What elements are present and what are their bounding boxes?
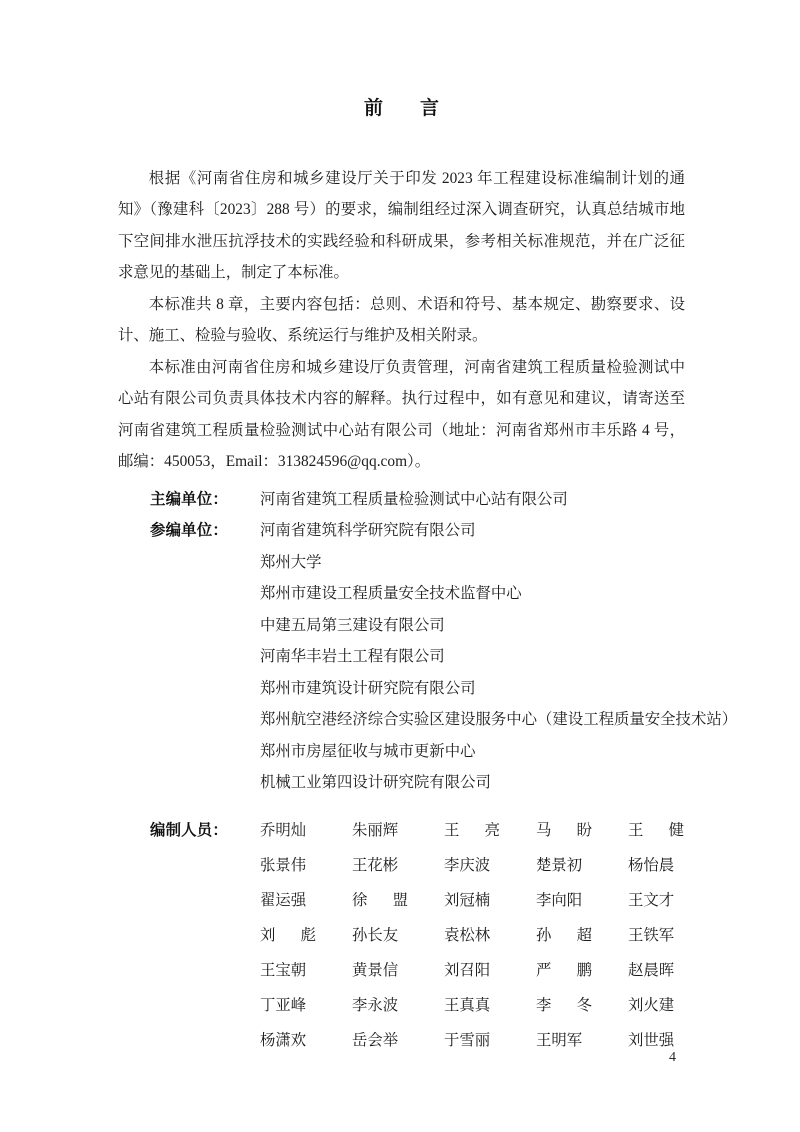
editor-name: 王明军 [536,1031,583,1049]
editor-row [118,988,685,1023]
units-section [118,484,738,799]
editor-name: 朱丽辉 [352,821,399,839]
participant-unit-value: 郑州市建设工程质量安全技术监督中心 [260,585,522,603]
editor-name: 孙长友 [352,926,399,944]
editor-name: 黄景信 [352,961,399,979]
participant-unit-value: 郑州大学 [260,553,322,571]
editor-name: 刘彪 [260,926,316,944]
editor-name: 袁松林 [444,926,491,944]
participant-unit-label: 参编单位： [150,522,228,540]
page-content [118,0,738,1058]
editors-label: 编制人员： [150,821,228,839]
paragraph-3: 本标准由河南省住房和城乡建设厅负责管理，河南省建筑工程质量检验测试中心站有限公司负责具体技术内容的解释。执行过程中，如有意见和建议，请寄送至河南省建筑工程质量检验测试中心站有限公司（地址：河南省郑州市丰乐路 4 号，邮编：450053，Email：313824596@qq.com）。 [118,358,685,471]
participant-unit-row [118,704,738,736]
editor-name: 岳会举 [352,1031,399,1049]
editor-name: 王宝朝 [260,961,307,979]
participant-unit-value: 河南省建筑科学研究院有限公司 [260,522,476,540]
editor-name: 张景伟 [260,856,307,874]
editor-row [118,813,685,848]
participant-unit-row [118,578,685,610]
participant-unit-row [118,515,685,547]
participant-unit-value: 郑州航空港经济综合实验区建设服务中心（建设工程质量安全技术站） [260,711,738,729]
editor-row [118,848,685,883]
participant-unit-value: 中建五局第三建设有限公司 [260,616,445,634]
editor-name: 刘火建 [628,996,675,1014]
editor-name: 马盼 [536,821,592,839]
editor-name: 王文才 [628,891,675,909]
participant-unit-row [118,641,685,673]
page-number: 4 [669,1050,676,1065]
editor-row [118,953,685,988]
editor-name: 孙超 [536,926,592,944]
participant-unit-row [118,673,685,705]
foreword-body [118,163,685,478]
participant-unit-row [118,767,685,799]
editor-name: 李向阳 [536,891,583,909]
participant-unit-row [118,610,685,642]
editor-row [118,918,685,953]
editor-name: 严鹏 [536,961,592,979]
editor-name: 丁亚峰 [260,996,307,1014]
participant-unit-value: 郑州市建筑设计研究院有限公司 [260,679,476,697]
editor-name: 杨怡晨 [628,856,675,874]
editor-name: 杨潇欢 [260,1031,307,1049]
editor-name: 王铁军 [628,926,675,944]
editor-name: 刘冠楠 [444,891,491,909]
page-title: 前 言 [363,98,448,119]
participant-unit-value: 机械工业第四设计研究院有限公司 [260,774,491,792]
editor-name: 李冬 [536,996,592,1014]
editor-name: 李永波 [352,996,399,1014]
participant-unit-row [118,736,685,768]
editor-name: 刘世强 [628,1031,675,1049]
participant-unit-value: 郑州市房屋征收与城市更新中心 [260,742,476,760]
editor-name: 刘召阳 [444,961,491,979]
chief-unit-value: 河南省建筑工程质量检验测试中心站有限公司 [260,490,568,508]
editor-name: 王亮 [444,821,500,839]
participant-unit-row [118,547,685,579]
paragraph-1: 根据《河南省住房和城乡建设厅关于印发 2023 年工程建设标准编制计划的通知》（豫建科〔2023〕288 号）的要求，编制组经过深入调查研究，认真总结城市地下空间排水泄压抗浮技术的实践经验和科研成果，参考相关标准规范，并在广泛征求意见的基础上，制定了本标准。 [118,169,685,282]
editors-section [118,813,685,1058]
editor-name: 乔明灿 [260,821,307,839]
editor-name: 王健 [628,821,684,839]
editor-name: 楚景初 [536,856,583,874]
editor-name: 李庆波 [444,856,491,874]
chief-unit-row [118,484,685,516]
editor-name: 王花彬 [352,856,399,874]
editor-name: 于雪丽 [444,1031,491,1049]
participant-unit-value: 河南华丰岩土工程有限公司 [260,648,445,666]
editor-name: 翟运强 [260,891,307,909]
editor-name: 徐盟 [352,891,408,909]
editor-name: 赵晨晖 [628,961,675,979]
editor-name: 王真真 [444,996,491,1014]
editor-row [118,883,685,918]
paragraph-2: 本标准共 8 章，主要内容包括：总则、术语和符号、基本规定、勘察要求、设计、施工、检验与验收、系统运行与维护及相关附录。 [118,295,685,345]
chief-unit-label: 主编单位： [150,490,228,508]
